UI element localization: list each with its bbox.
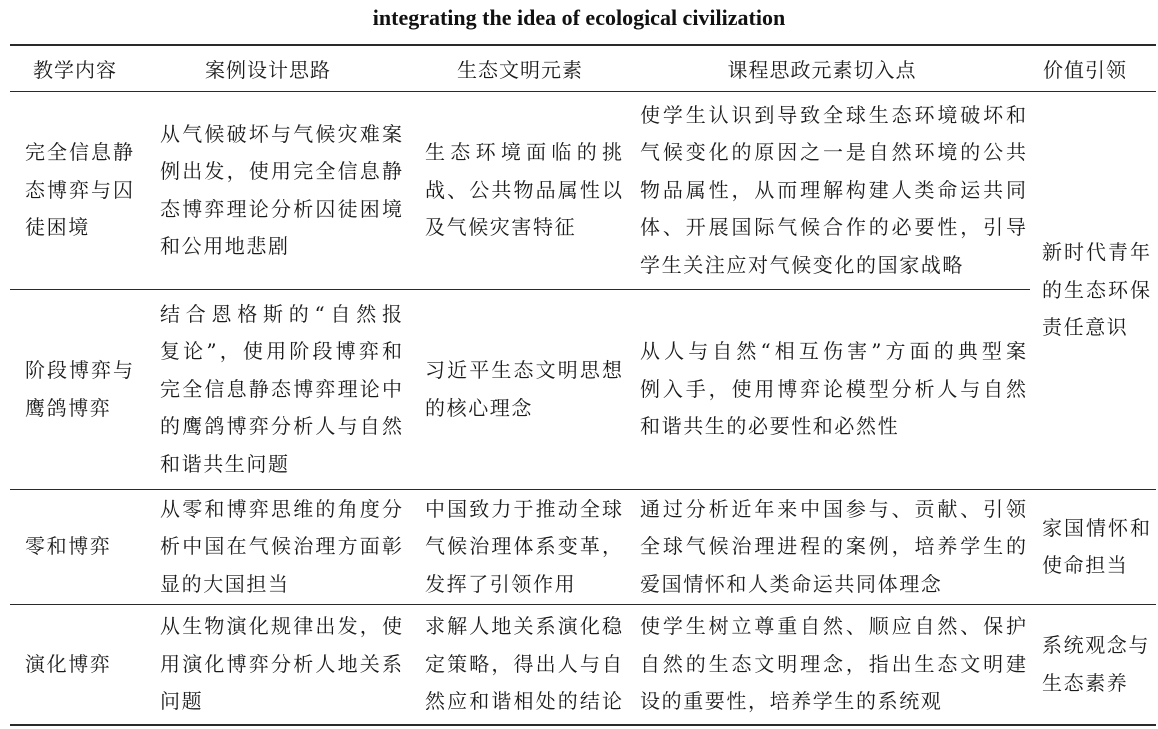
cell-line: 爱国情怀和人类命运共同体理念 (640, 571, 943, 596)
cell-teaching-content (25, 490, 133, 604)
cell-line: 自然的生态文明理念，指出生态文明建 (640, 651, 1026, 676)
cell-line: 设的重要性，培养学生的系统观 (640, 689, 943, 714)
cell-line: 使命担当 (1042, 553, 1129, 577)
cell-line: 例出发，使用完全信息静 (160, 159, 402, 183)
cell-line: 结合恩格斯的“自然报 (160, 301, 402, 326)
header-entry-points: 课程思政元素切入点 (727, 57, 917, 82)
cell-line: 完全信息静 (25, 140, 133, 165)
cell-line: 学生关注应对气候变化的国家战略 (640, 252, 964, 277)
cell-line: 从气候破坏与气候灾难案 (160, 121, 402, 146)
cell-value-guidance (1042, 490, 1150, 604)
cell-entry-points (640, 92, 1026, 289)
cell-eco-elements (425, 490, 622, 604)
cell-line: 析中国在气候治理方面彰 (160, 534, 402, 559)
cell-line: 生态素养 (1042, 670, 1129, 695)
cell-line: 复论”，使用阶段博弈和 (160, 339, 402, 364)
cell-line: 和公用地悲剧 (160, 234, 290, 258)
cell-value-guidance (1042, 605, 1150, 724)
cell-line: 从人与自然“相互伤害”方面的典型案 (640, 339, 1026, 364)
cell-line: 战、公共物品属性以 (425, 177, 622, 202)
cell-line: 零和博弈 (25, 534, 112, 559)
cell-value-guidance (1042, 92, 1150, 489)
table-caption: integrating the idea of ecological civilization (372, 5, 786, 30)
cell-line: 气候变化的原因之一是自然环境的公共 (640, 140, 1026, 165)
cell-line: 阶段博弈与 (25, 358, 133, 382)
cell-line: 全球气候治理进程的案例，培养学生的 (640, 534, 1026, 559)
cell-line: 家国情怀和 (1042, 515, 1150, 540)
header-value-guidance: 价值引领 (1043, 57, 1127, 82)
cell-case-design (160, 605, 402, 724)
cell-teaching-content (25, 290, 133, 489)
cell-line: 系统观念与 (1042, 633, 1150, 657)
cell-eco-elements (425, 290, 622, 489)
cell-line: 态博弈理论分析囚徒困境 (160, 196, 402, 221)
cell-line: 态博弈与囚 (25, 177, 133, 202)
cell-case-design (160, 92, 402, 289)
cell-line: 从生物演化规律出发，使 (160, 614, 402, 639)
cell-line: 的核心理念 (425, 395, 533, 420)
header-case-design: 案例设计思路 (205, 57, 331, 82)
cell-line: 及气候灾害特征 (425, 215, 577, 240)
cell-line: 定策略，得出人与自 (425, 651, 622, 676)
cell-line: 完全信息静态博弈理论中 (160, 376, 402, 401)
cell-line: 问题 (160, 689, 204, 714)
cell-case-design (160, 490, 402, 604)
cell-teaching-content (25, 605, 133, 724)
cell-line: 演化博弈 (25, 651, 112, 676)
cell-line: 然应和谐相处的结论 (425, 689, 622, 714)
cell-entry-points (640, 490, 1026, 604)
cell-line: 使学生认识到导致全球生态环境破坏和 (640, 102, 1026, 127)
header-eco-elements: 生态文明元素 (457, 57, 583, 82)
cell-line: 生态环境面临的挑 (425, 140, 622, 165)
cell-line: 例入手，使用博弈论模型分析人与自然 (640, 376, 1026, 401)
cell-line: 物品属性，从而理解构建人类命运共同 (640, 177, 1026, 202)
cell-eco-elements (425, 605, 622, 724)
cell-line: 和谐共生的必要性和必然性 (640, 414, 900, 439)
cell-line: 发挥了引领作用 (425, 571, 577, 596)
cell-line: 显的大国担当 (160, 571, 290, 596)
cell-eco-elements (425, 92, 622, 289)
cell-line: 新时代青年 (1042, 240, 1150, 265)
cell-entry-points (640, 605, 1026, 724)
cell-line: 中国致力于推动全球 (425, 496, 622, 521)
cell-line: 通过分析近年来中国参与、贡献、引领 (640, 496, 1026, 521)
cell-line: 体、开展国际气候合作的必要性，引导 (640, 215, 1026, 240)
cell-line: 徒困境 (25, 215, 90, 240)
cell-line: 的鹰鸽博弈分析人与自然 (160, 414, 402, 439)
cell-line: 求解人地关系演化稳 (425, 614, 622, 639)
cell-line: 和谐共生问题 (160, 451, 290, 476)
cell-line: 习近平生态文明思想 (425, 358, 622, 382)
cell-case-design (160, 290, 402, 489)
cell-entry-points (640, 290, 1026, 489)
header-teaching-content: 教学内容 (33, 57, 117, 82)
cell-line: 从零和博弈思维的角度分 (160, 496, 402, 521)
cell-line: 责任意识 (1042, 315, 1129, 340)
cell-line: 气候治理体系变革， (425, 534, 622, 559)
cell-line: 使学生树立尊重自然、顺应自然、保护 (640, 614, 1026, 639)
cell-line: 用演化博弈分析人地关系 (160, 651, 402, 676)
rule-bottom (10, 724, 1156, 726)
cell-line: 鹰鸽博弈 (25, 395, 112, 420)
cell-line: 的生态环保 (1042, 277, 1150, 302)
cell-teaching-content (25, 92, 133, 289)
